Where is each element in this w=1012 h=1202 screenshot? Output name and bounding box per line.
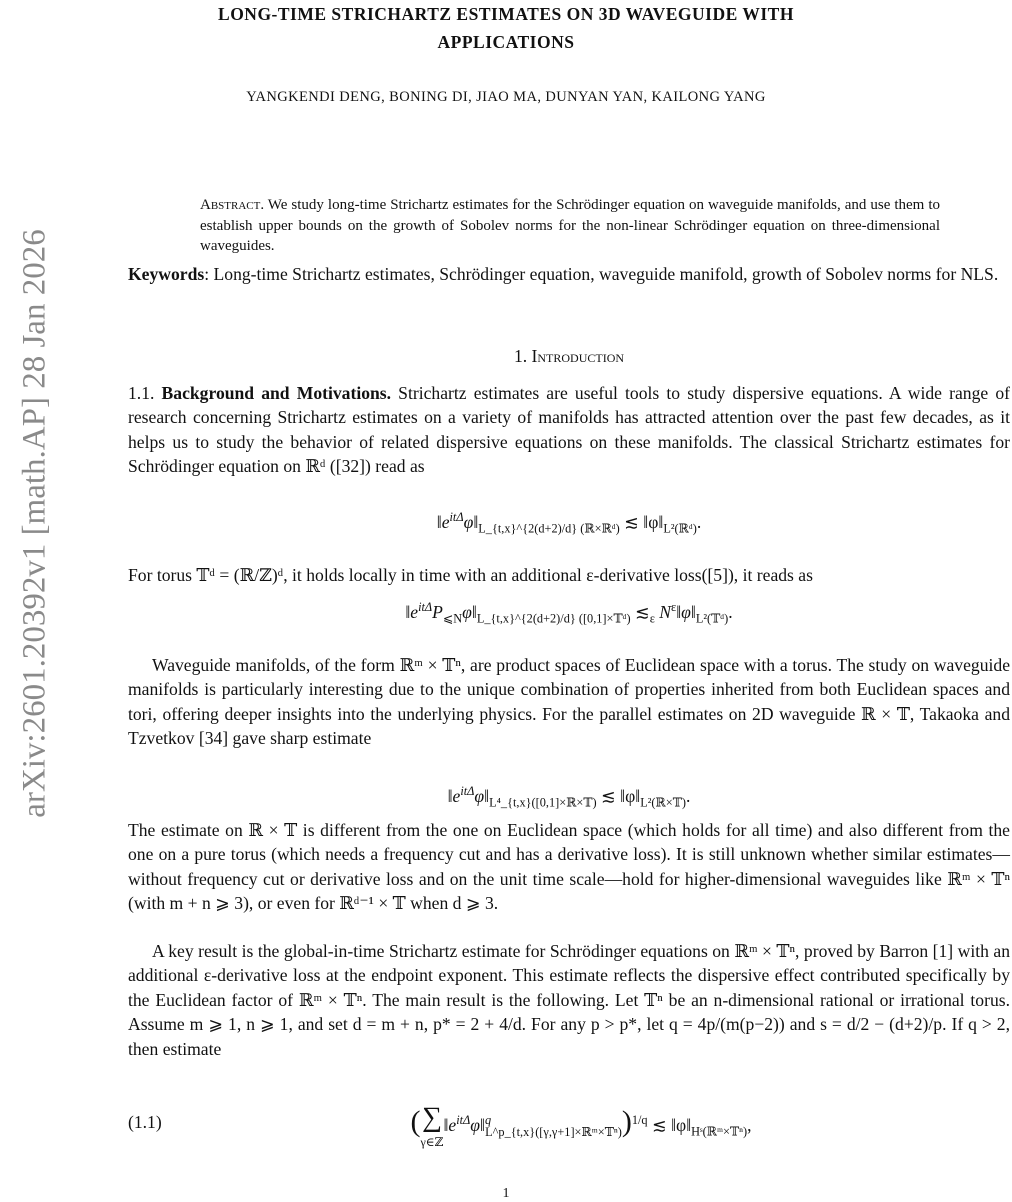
subsection-title: Background and Motivations.	[161, 383, 392, 403]
keywords-label: Keywords	[128, 264, 205, 284]
abstract	[200, 195, 940, 257]
keywords	[128, 262, 1010, 286]
title-line: APPLICATIONS	[437, 32, 575, 52]
estimate-paragraph: The estimate on ℝ × 𝕋 is different from the one on Euclidean space (which holds for all time) and also different from the one on a pure torus (which needs a frequency cut and has a derivative loss). It is still unknown whether similar estimates—without frequency cut or derivative loss and on the unit time scale—hold for higher-dimensional waveguides like ℝᵐ × 𝕋ⁿ (with m + n ⩾ 3), or even for ℝᵈ⁻¹ × 𝕋 when d ⩾ 3.	[128, 820, 1010, 914]
equation-number: (1.1)	[128, 1112, 162, 1132]
paper-title	[0, 0, 1012, 56]
section-heading: 1. Introduction	[513, 346, 625, 366]
subsection-paragraph	[128, 381, 1010, 479]
equation-1-1: ( ∑ $\gamma\in ℤ‖e^{it\Delta}\varphi‖^q_{L\^{}p\_\{t,x\}([\gamma,\gamma+1]\times ℝᵐ\times 𝕋^n)})^{1/q}$ ≲ $‖\varphi‖_{Hˢ(ℝᵐ\times 𝕋^n)}$,	[410, 1102, 752, 1149]
page-number: 1	[502, 1186, 510, 1201]
abstract-label: Abstract.	[200, 197, 265, 213]
authors: YANGKENDI DENG, BONING DI, JIAO MA, DUNYAN YAN, KAILONG YANG	[246, 89, 766, 105]
paragraph-text: Strichartz estimates are useful tools to study dispersive equations. A wide range of research concerning Strichartz estimates on a variety of manifolds has attracted attention over the past few decades, as it helps us to study the behavior of related dispersive equations on these manifolds. The classical Strichartz estimates for Schrödinger equation on ℝᵈ ([32]) read as	[128, 383, 1010, 477]
subsection-number: 1.1.	[128, 383, 162, 403]
keywords-text: : Long-time Strichartz estimates, Schrödinger equation, waveguide manifold, growth of Sobolev norms for NLS.	[204, 264, 999, 284]
title-line: LONG-TIME STRICHARTZ ESTIMATES ON 3D WAVEGUIDE WITH	[218, 4, 794, 24]
arxiv-stamp: arXiv:2601.20392v1 [math.AP] 28 Jan 2026	[16, 229, 53, 818]
equation-2d-waveguide: $‖e^{it\Delta}\varphi‖_{L^4\_\{t,x\}([0,1]\times ℝ\times 𝕋)}$ ≲ $‖\varphi‖_{L^2(ℝ\times 𝕋)}$.	[447, 784, 691, 810]
waveguide-paragraph: Waveguide manifolds, of the form ℝᵐ × 𝕋ⁿ, are product spaces of Euclidean space with a torus. The study on waveguide manifolds is particularly interesting due to the unique combination of properties inherited from both Euclidean spaces and tori, offering deeper insights into the underlying physics. For the parallel estimates on 2D waveguide ℝ × 𝕋, Takaoka and Tzvetkov [34] gave sharp estimate	[128, 655, 1010, 749]
equation-torus: $‖e^{it\Delta}P_{⩽N}\varphi‖_{L\_\{t,x\}\^{}\{2(d+2)/d\} ([0,1]\times 𝕋ᵈ)}$ $≲_\varepsilon$ $N^\varepsilon‖\varphi‖_{L^2(𝕋ᵈ)}$.	[405, 600, 733, 626]
torus-paragraph: For torus 𝕋ᵈ = (ℝ/ℤ)ᵈ, it holds locally in time with an additional ε-derivative loss([5]), it reads as	[128, 565, 813, 585]
equation-euclidean: $‖e^{it\Delta}\varphi‖_{L\_\{t,x\}\^{}\{2(d+2)/d\} (ℝ\times ℝᵈ)}$ ≲ $‖\varphi‖_{L^2(ℝᵈ)}$.	[436, 510, 702, 536]
abstract-text: We study long-time Strichartz estimates for the Schrödinger equation on waveguide manifolds, and use them to establish upper bounds on the growth of Sobolev norms for the non-linear Schrödinger equation on three-dimensional waveguides.	[200, 197, 940, 254]
key-result-paragraph: A key result is the global-in-time Strichartz estimate for Schrödinger equations on ℝᵐ × 𝕋ⁿ, proved by Barron [1] with an additional ε-derivative loss at the endpoint exponent. This estimate reflects the dispersive effect contributed specifically by the Euclidean factor of ℝᵐ × 𝕋ⁿ. The main result is the following. Let 𝕋ⁿ be an n-dimensional rational or irrational torus. Assume m ⩾ 1, n ⩾ 1, and set d = m + n, p* = 2 + 4/d. For any p > p*, let q = 4p/(m(p−2)) and s = d/2 − (d+2)/p. If q > 2, then estimate	[128, 941, 1010, 1059]
